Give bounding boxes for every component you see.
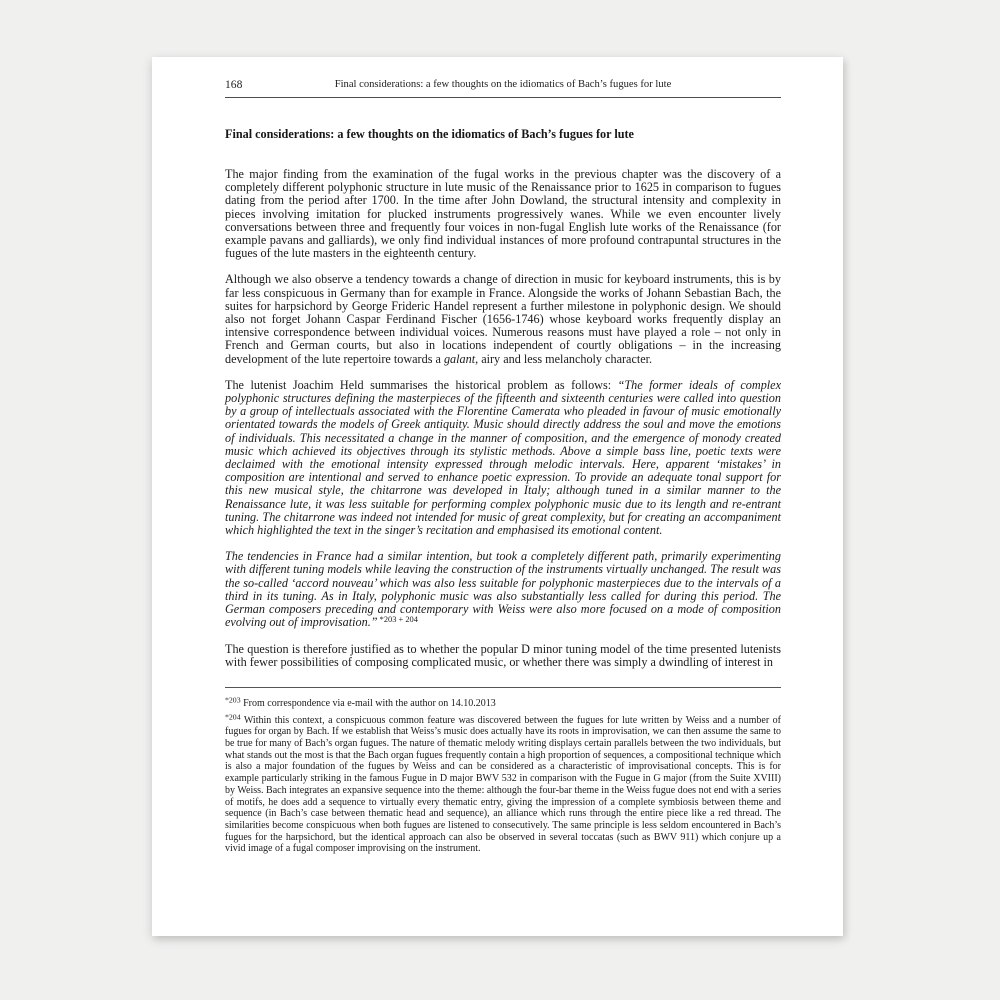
page-content — [225, 57, 781, 860]
chapter-heading: Final considerations: a few thoughts on the idiomatics of Bach’s fugues for lute — [225, 127, 634, 141]
body-paragraph: The question is therefore justified as to whether the popular D minor tuning model of the time presented lutenists with fewer possibilities of composing complicated music, or whether there was simply a dwindling of interest in — [225, 641, 781, 669]
page-header — [225, 78, 781, 93]
page-number: 168 — [225, 78, 243, 91]
body-paragraph: The lutenist Joachim Held summarises the historical problem as follows: “The former ideals of complex polyphonic structures defining the masterpieces of the fifteenth and sixteenth centuries were called into question by a group of intellectuals associated with the Florentine Camerata who pleaded in favour of music emotionally orientated towards the models of Greek antiquity. Music should directly address the soul and move the emotions of individuals. This necessitated a change in the manner of composition, and the emergence of monody created music which achieved its objectives through its stylistic methods. Above a simple bass line, poetic texts were declaimed with the emotional intensity expressed through melodic intervals. Here, apparent ‘mistakes’ in composition are intentional and served to enhance poetic expression. To provide an adequate tonal support for this new musical style, the chitarrone was developed in Italy; although tuned in a similar manner to the Renaissance lute, it was less suitable for performing complex polyphonic music due to its length and re-entrant tuning. The chitarrone was indeed not intended for music of great complexity, but for creating an accompaniment which highlighted the text in the singer’s recitation and emphasised its emotional content. — [225, 377, 782, 538]
header-rule — [225, 97, 781, 98]
body-paragraph: The tendencies in France had a similar intention, but took a completely different path, primarily experimenting with different tuning models while leaving the construction of the instruments virtually unchanged. The result was the so-called ‘accord nouveau’ which was also less suitable for polyphonic masterpieces due to the intervals of a third in its tuning. As in Italy, polyphonic music was also substantially less called for during this period. The German composers preceding and contemporary with Weiss were also more focused on a mode of composition evolving out of improvisation.” $^{*203 + 204}$ — [225, 549, 781, 630]
footnote-rule — [225, 687, 781, 688]
body-text — [225, 168, 781, 669]
footnote-reference: *203 + 204 — [377, 615, 418, 625]
footnote-marker: *203 — [225, 695, 241, 705]
body-paragraph: Although we also observe a tendency towards a change of direction in music for keyboard instruments, this is by far less conspicuous in Germany than for example in France. Alongside the works of Johann Sebastian Bach, the suites for harpsichord by George Frideric Handel represent a further milestone in polyphonic design. We should also not forget Johann Caspar Ferdinand Fischer (1656-1746) whose keyboard works frequently display an intensive correspondence between individual voices. Numerous reasons must have played a role – not only in French and German courts, but also in locations independent of courtly obligations – in the increasing development of the lute repertoire towards a galant, airy and less melancholy character. — [225, 272, 781, 366]
running-title: Final considerations: a few thoughts on the idiomatics of Bach’s fugues for lute — [334, 79, 672, 90]
footnotes-list — [225, 695, 781, 855]
footnote: $^{*203}$ From correspondence via e-mail with the author on 14.10.2013 — [225, 695, 496, 709]
footnote: $^{*204}$ Within this context, a conspicuous common feature was discovered between the fugues for lute written by Weiss and a number of fugues for organ by Bach. If we establish that Weiss’s music does actually have its roots in improvisation, we can then assume the same to be true for many of Bach’s organ fugues. The nature of thematic melody writing displays certain parallels between the two individuals, but what stands out the most is that the Bach organ fugues frequently contain a high proportion of sequences, a compositional technique which is also a major foundation of the fugues by Weiss and can be considered as a characteristic of improvisational concepts. This is for example particularly striking in the famous Fugue in D major BWV 532 in comparison with the Fugue in G major (from the Suite XVIII) by Weiss. Bach integrates an expansive sequence into the theme: although the four-bar theme in the Weiss fugue does not end with a series of motifs, he does add a sequence to virtually every thematic entry, giving the impression of a complete symbiosis between theme and sequence (in Bach’s case between thematic head and sequence), an alliance which runs through the entire piece like a red thread. The similarities become conspicuous when both fugues are listened to consecutively. The same principle is less seldom encountered in Bach’s fugues for the harpsichord, but the identical approach can also be observed in several toccatas (such as BWV 911) which conjure up a vivid image of a fugal composer improvising on the instrument. — [225, 712, 781, 855]
body-paragraph: The major finding from the examination of the fugal works in the previous chapter was the discovery of a completely different polyphonic structure in lute music of the Renaissance prior to 1625 in comparison to fugues dating from the period after 1700. In the time after John Dowland, the structural intensity and complexity in pieces involving imitation for plucked instruments progressively wanes. While we even encounter lively conversations between three and frequently four voices in non-fugal English lute works of the Renaissance (for example pavans and galliards), we only find individual instances of more profound contrapuntal structures in the fugues of the lute masters in the eighteenth century. — [225, 167, 781, 261]
document-page — [152, 57, 843, 936]
footnote-marker: *204 — [225, 712, 241, 722]
